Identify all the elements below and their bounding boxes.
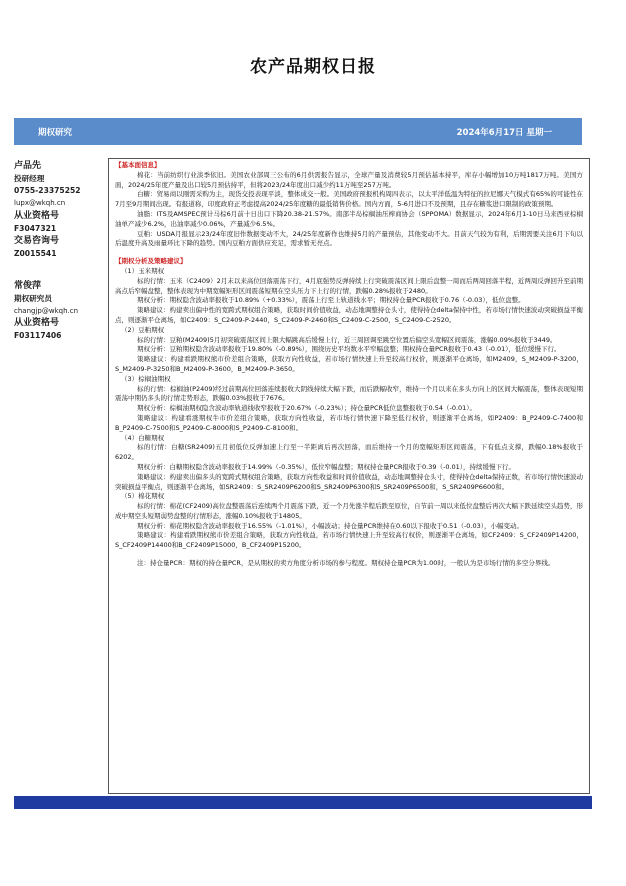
analyst-name: 常俊萍 — [14, 281, 42, 292]
strategy-suggestion: 策略建议：构建看涨期权牛市价差组合策略，获取方向性收益，若市场行情快速下降至低行权价，则逐渐平仓离场，如P2409：B_P2409-C-7400和B_P2409-C-7500和S_P2409-C-8000和S_P2409-C-8100和。 — [115, 413, 583, 432]
analyst-name: 卢品先 — [14, 161, 42, 171]
consult-label: 交易咨询号 — [14, 235, 60, 246]
option-section-title: （1）玉米期权 — [121, 266, 165, 275]
qualification-label: 从业资格号 — [14, 210, 60, 221]
strategy-suggestion: 策略建议：构建卖出偏多头的宽跨式期权组合策略，获取方向性收益和时间价值收益，动态地调整持仓头寸，使得持仓delta保持正数，若市场行情快速波动突破损益平衡点，则逐渐平仓离场，如SR2409：S_SR2409P6200和S_SR2409P6300和S_SR2409P6500和，S_SR2409P6600和。 — [115, 472, 583, 491]
option-analysis: 期权分析：棉花期权隐含波动率报收于16.55%（-1.01%），小幅波动；持仓量PCR维持在0.60以下报收于0.51（-0.03），小幅变动。 — [137, 521, 524, 530]
underlying-trend: 标的行情：棉花(CF2409)高位盘整震荡后连续两个月震荡下跌，近一个月先涨半程后跌至原位，自节前一周以来低位盘整后再次大幅下跌延续空头趋势，形成中期空头短期弱势盘整的行情形态，涨幅0.10%报收于14805。 — [115, 502, 583, 520]
fundamental-paragraph: 豆粕：USDA月报显示23/24年度旧作数据变动不大，24/25年度新作也维持5月的产量预估，其他变动不大。目前天气较为有利，后期需要关注6月下旬以后温度升高及雨量环比下降的趋势。国内豆粕方面供应充足，需求暂无亮点。 — [115, 229, 583, 248]
strategy-heading: 【期权分析及策略建议】 — [115, 257, 187, 266]
pcr-note: 注：持仓量PCR：期权的持仓量PCR，是从期权的卖方角度分析市场的参与程度。期权持仓量PCR为1.00时，一般认为是市场行情的多空分界线。 — [137, 559, 555, 568]
option-analysis: 期权分析：棕榈油期权隐含波动率轨道线收窄报收于20.67%（-0.23%）；持仓量PCR低位盘整报收于0.54（-0.01）。 — [137, 404, 477, 413]
fundamentals-heading: 【基本面信息】 — [115, 161, 161, 169]
option-section-title: （2）豆粕期权 — [121, 325, 165, 334]
fundamental-paragraph: 棉花：当前纺织行业淡季依旧。美国农业部周三公布的6月供需报告显示，全球产量及消费较5月预估基本持平，库存小幅增加10万吨1817万吨。美国方面，2024/25年度产量及出口较5月预估持平，但将2023/24年度出口减少约11万吨至257万吨。 — [115, 170, 583, 189]
page-title: 农产品期权日报 — [250, 57, 376, 77]
analyst-email[interactable]: changjp@wkqh.cn — [14, 307, 79, 316]
header-banner — [14, 118, 582, 145]
option-analysis: 期权分析：豆粕期权隐含波动率报收于19.80%（-0.89%），围绕历史平均数水平窄幅盘整；期权持仓量PCR报收于0.43（-0.01），低位缓慢下行。 — [137, 345, 561, 354]
footer-bar — [14, 796, 592, 809]
fundamental-paragraph: 油脂：ITS及AMSPEC预计马棕6月前十日出口下降20.38-21.57%。南部半岛棕榈油压榨商协会（SPPOMA）数据显示，2024年6月1-10日马来西亚棕榈油单产减少6.2%，出油率减少0.06%，产量减少6.5%。 — [115, 209, 583, 228]
report-body — [108, 158, 590, 794]
analyst-email[interactable]: lupx@wkqh.cn — [14, 199, 66, 208]
report-date: 2024年6月17日 星期一 — [456, 127, 552, 138]
underlying-trend: 标的行情：白糖(SR2409)五月初低位反弹加速上行至一半距离后再次回落，而后维持一个月的宽幅矩形区间震荡，下有低点支撑，跌幅0.18%报收于6202。 — [115, 443, 583, 462]
strategy-suggestion: 策略建议：构建看跌期权熊市价差组合策略，获取方向性收益，若市场行情快速上升至较高行权价，则逐渐平仓离场，如CF2409：S_CF2409P14200，S_CF2409P14400和B_CF2409P15000，B_CF2409P15200。 — [115, 531, 583, 550]
analyst-role: 投研经理 — [14, 174, 45, 183]
qualification-label: 从业资格号 — [14, 318, 60, 329]
analyst-phone: 0755-23375252 — [14, 186, 81, 196]
strategy-suggestion: 策略建议：构建卖出偏中性的宽跨式期权组合策略，获取时间价值收益，动态地调整持仓头寸，使得持仓delta保持中性，若市场行情快速波动突破损益平衡点，则逐渐平仓离场，如C2409：S_C2409-P-2440，S_C2409-P-2460和S_C2409-C-2500，S_C2409-C-2520。 — [115, 306, 583, 324]
analyst-sidebar — [14, 160, 106, 343]
qualification-number: F03117406 — [14, 331, 62, 341]
analyst-role: 期权研究员 — [14, 294, 52, 304]
underlying-trend: 标的行情：棕榈油(P2409)经过前期高位回落连续报收大阴线持续大幅下跌，而后跌幅收窄，维持一个月以来在多头方向上的区间大幅震荡，整体表现短期震荡中期仍多头的行情走势形态，跌幅0.03%报收于7676。 — [115, 384, 583, 403]
strategy-suggestion: 策略建议：构建看跌期权熊市价差组合策略，获取方向性收益，若市场行情快速上升至较高行权价，则逐渐平仓离场，如M2409，S_M2409-P-3200，S_M2409-P-3250和B_M2409-P-3600，B_M2409-P-3650。 — [115, 355, 583, 373]
report-category: 期权研究 — [38, 127, 73, 138]
consult-number: Z0015541 — [14, 248, 57, 258]
option-analysis: 期权分析：期权隐含波动率报收于10.89%（+0.33%），震荡上行至上轨道线水平；期权持仓量PCR报收于0.76（-0.03），低位盘整。 — [137, 296, 525, 305]
option-section-title: （3）棕榈油期权 — [121, 374, 171, 383]
underlying-trend: 标的行情：玉米（C2409）2月末以来高位回落震荡下行，4月底强势反弹持续上行突破震荡区间上限后盘整一周而后两周回落半程，近两周反弹回升至前期高点后窄幅盘整，整体表现为中期宽幅矩形区间震荡短期在空头压力下上行的行情，跌幅0.28%报收于2480。 — [115, 276, 583, 295]
option-section-title: （4）白糖期权 — [121, 433, 165, 442]
fundamental-paragraph: 白糖：贸易商以刚需采购为主，现货交投表现平淡，整体成交一般。美国政府预报机构周四表示，以太平洋低温为特征的拉尼娜天气模式有65%的可能性在7月至9月期间出现。有报道称，印度政府正考虑提高2024/25年度糖的最低销售价格。国内方面，5-6月进口不及预期，且存在糖浆进口限制的政策预期。 — [115, 190, 583, 209]
qualification-number: F3047321 — [14, 223, 57, 233]
option-analysis: 期权分析：白糖期权隐含波动率报收于14.99%（-0.35%），低位窄幅盘整；期权持仓量PCR报收于0.39（-0.01），持续缓慢下行。 — [137, 462, 516, 471]
underlying-trend: 标的行情：豆粕(M2409)5月初突破震荡区间上限大幅跳高后缓慢上行，近三周回调至跳空位置后偏空头宽幅区间震荡，涨幅0.09%报收于3449。 — [137, 335, 557, 344]
option-section-title: （5）棉花期权 — [121, 492, 165, 501]
